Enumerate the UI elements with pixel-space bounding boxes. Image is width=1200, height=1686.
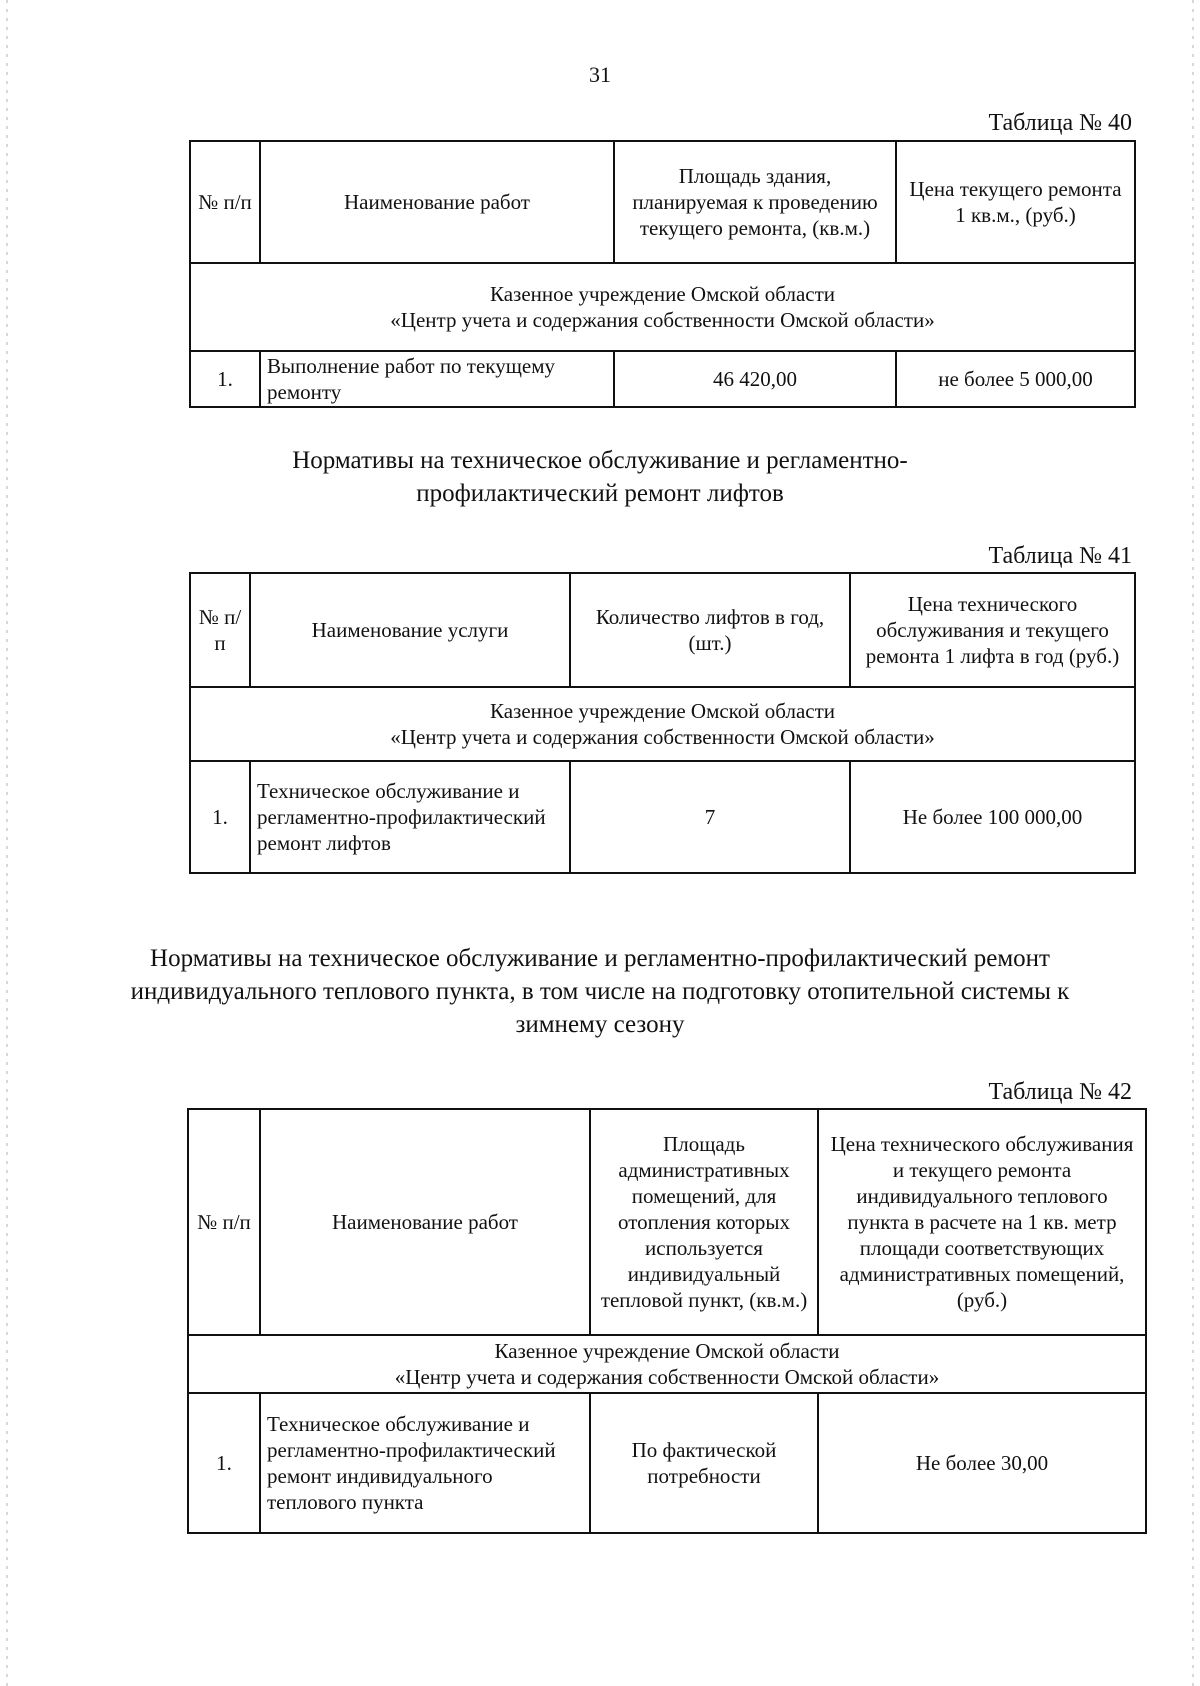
scan-edge-left [6,0,8,1686]
table-40-header-area: Площадь здания, планируемая к проведению текущего ремонта, (кв.м.) [614,141,896,263]
table-42-org-cell [188,1335,1146,1393]
table-40-row-1-name: Выполнение работ по текущему ремонту [260,351,614,407]
table-41-caption: Таблица № 41 [988,543,1132,569]
page-number: 31 [589,62,611,87]
table-41-header-qty: Количество лифтов в год, (шт.) [570,573,850,687]
table-42-row-1-name: Техническое обслуживание и регламентно-профилактический ремонт индивидуального теплового пункта [260,1393,590,1533]
table-41-org-line1: Казенное учреждение Омской области [489,699,835,723]
table-41-row-1-qty: 7 [570,761,850,873]
table-42-header-num: № п/п [188,1109,260,1335]
table-42 [187,1108,1147,1534]
table-40-row-1 [190,351,1135,407]
table-42-caption: Таблица № 42 [988,1079,1132,1105]
table-40-org-cell [190,263,1135,351]
table-41-row-1-price: Не более 100 000,00 [850,761,1135,873]
section-42-title: Нормативы на техническое обслуживание и регламентно-профилактический ремонт индивидуального теплового пункта, в том числе на подготовку отопительной системы к зимнему сезону [130,945,1070,1038]
table-40-row-1-num: 1. [190,351,260,407]
table-42-org-row [188,1335,1146,1393]
table-42-header-row [188,1109,1146,1335]
scan-edge-right [1192,0,1194,1686]
table-42-row-1-area: По фактической потребности [590,1393,818,1533]
table-41-header-price: Цена технического обслуживания и текущего ремонта 1 лифта в год (руб.) [850,573,1135,687]
table-42-org-line2: «Центр учета и содержания собственности Омской области» [394,1365,940,1389]
table-40-row-1-area: 46 420,00 [614,351,896,407]
table-41-row-1 [190,761,1135,873]
table-41-row-1-num: 1. [190,761,250,873]
table-42-org-line1: Казенное учреждение Омской области [494,1339,840,1363]
table-41-org-line2: «Центр учета и содержания собственности Омской области» [390,725,935,749]
table-40-org-line1: Казенное учреждение Омской области [489,282,835,306]
table-41-row-1-name: Техническое обслуживание и регламентно-профилактический ремонт лифтов [250,761,570,873]
section-41-title: Нормативы на техническое обслуживание и регламентно-профилактический ремонт лифтов [292,447,908,507]
table-40-row-1-price: не более 5 000,00 [896,351,1135,407]
table-40 [189,140,1136,408]
table-40-org-row [190,263,1135,351]
table-41-org-row [190,687,1135,761]
table-41-header-name: Наименование услуги [250,573,570,687]
table-41-header-row [190,573,1135,687]
table-42-header-area: Площадь административных помещений, для отопления которых используется индивидуальный тепловой пункт, (кв.м.) [590,1109,818,1335]
table-40-header-price: Цена текущего ремонта 1 кв.м., (руб.) [896,141,1135,263]
table-42-header-name: Наименование работ [260,1109,590,1335]
table-42-row-1-price: Не более 30,00 [818,1393,1146,1533]
table-41 [189,572,1136,874]
table-40-header-name: Наименование работ [260,141,614,263]
table-41-org-cell [190,687,1135,761]
table-40-header-num: № п/п [190,141,260,263]
table-42-header-price: Цена технического обслуживания и текущего ремонта индивидуального теплового пункта в расчете на 1 кв. метр площади соответствующих административных помещений, (руб.) [818,1109,1146,1335]
table-41-header-num: № п/п [190,573,250,687]
table-42-row-1-num: 1. [188,1393,260,1533]
table-40-header-row [190,141,1135,263]
table-42-row-1 [188,1393,1146,1533]
table-40-caption: Таблица № 40 [988,110,1132,136]
table-40-org-line2: «Центр учета и содержания собственности Омской области» [390,308,935,332]
